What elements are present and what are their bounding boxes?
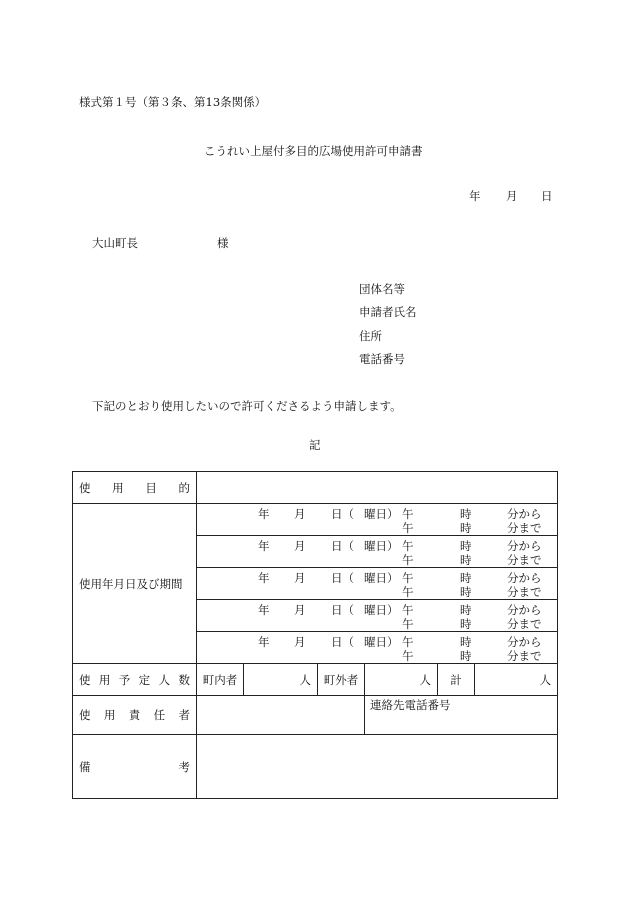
people-label-char: 予 bbox=[118, 672, 131, 687]
period-month: 月 bbox=[294, 603, 306, 617]
period-to: 分まで bbox=[507, 553, 542, 567]
in-town-count[interactable] bbox=[244, 664, 318, 696]
purpose-label-char: 目 bbox=[145, 480, 157, 495]
period-hour1: 時 bbox=[460, 635, 472, 649]
responsible-input[interactable] bbox=[197, 696, 365, 735]
period-year: 年 bbox=[258, 507, 270, 521]
period-month: 月 bbox=[294, 571, 306, 585]
period-to: 分まで bbox=[507, 649, 542, 663]
period-hour1: 時 bbox=[460, 603, 472, 617]
out-town-label: 町外者 bbox=[318, 664, 365, 696]
responsible-label-char: 用 bbox=[103, 708, 116, 722]
remarks-label-char: 備 bbox=[79, 759, 91, 774]
period-am2: 午 bbox=[402, 585, 414, 599]
total-unit: 人 bbox=[539, 672, 552, 687]
people-label-char: 定 bbox=[138, 672, 151, 687]
field-applicant-name: 申請者氏名 bbox=[359, 305, 417, 319]
remarks-label-cell bbox=[73, 735, 197, 799]
period-year: 年 bbox=[258, 571, 270, 585]
period-from: 分から bbox=[507, 635, 542, 649]
period-to: 分まで bbox=[507, 617, 542, 631]
in-town-label: 町内者 bbox=[197, 664, 244, 696]
period-month: 月 bbox=[294, 539, 306, 553]
responsible-label-char: 責 bbox=[128, 708, 141, 722]
period-to: 分まで bbox=[507, 521, 542, 535]
remarks-label-char: 考 bbox=[178, 759, 190, 774]
period-am1: 午 bbox=[402, 571, 414, 585]
period-am2: 午 bbox=[402, 617, 414, 631]
period-hour2: 時 bbox=[460, 553, 472, 567]
ki-mark: 記 bbox=[309, 438, 321, 452]
period-month: 月 bbox=[294, 635, 306, 649]
field-address: 住所 bbox=[359, 329, 382, 343]
purpose-label bbox=[79, 480, 190, 496]
period-from: 分から bbox=[507, 539, 542, 553]
period-day: 日（ bbox=[331, 539, 354, 553]
period-label: 使用年月日及び期間 bbox=[79, 576, 183, 591]
total-count[interactable] bbox=[475, 664, 558, 696]
people-label-char: 人 bbox=[158, 672, 171, 687]
period-month: 月 bbox=[294, 507, 306, 521]
period-am1: 午 bbox=[402, 539, 414, 553]
document-title: こうれい上屋付多目的広場使用許可申請書 bbox=[204, 144, 423, 158]
purpose-label-char: 使 bbox=[79, 480, 91, 495]
people-label-char: 数 bbox=[178, 672, 190, 687]
responsible-label bbox=[79, 707, 190, 723]
application-table bbox=[72, 471, 558, 799]
remarks-label bbox=[79, 759, 190, 775]
period-row[interactable] bbox=[197, 535, 557, 567]
period-label-cell bbox=[73, 504, 197, 664]
period-year: 年 bbox=[258, 539, 270, 553]
period-am2: 午 bbox=[402, 649, 414, 663]
responsible-label-char: 任 bbox=[153, 708, 166, 722]
contact-cell[interactable] bbox=[365, 696, 558, 735]
in-town-unit: 人 bbox=[299, 672, 311, 687]
total-label: 計 bbox=[438, 664, 475, 696]
period-row[interactable] bbox=[197, 567, 557, 599]
period-from: 分から bbox=[507, 603, 542, 617]
period-weekday: 曜日） bbox=[364, 635, 399, 649]
responsible-label-cell bbox=[73, 696, 197, 735]
period-am2: 午 bbox=[402, 553, 414, 567]
period-row[interactable] bbox=[197, 599, 557, 631]
responsible-label-char: 使 bbox=[79, 708, 91, 722]
period-row[interactable] bbox=[197, 631, 557, 663]
date-year: 年 bbox=[469, 189, 481, 203]
date-month: 月 bbox=[506, 189, 518, 203]
period-hour1: 時 bbox=[460, 571, 472, 585]
purpose-input[interactable] bbox=[197, 472, 558, 504]
people-label-char: 使 bbox=[79, 672, 91, 687]
people-label bbox=[79, 672, 190, 688]
addressee-name: 大山町長 bbox=[92, 236, 138, 250]
period-year: 年 bbox=[258, 635, 270, 649]
period-day: 日（ bbox=[331, 571, 354, 585]
period-weekday: 曜日） bbox=[364, 571, 399, 585]
out-town-unit: 人 bbox=[419, 672, 431, 687]
remarks-input[interactable] bbox=[197, 735, 558, 799]
period-day: 日（ bbox=[331, 507, 354, 521]
period-row[interactable] bbox=[197, 504, 557, 535]
period-hour2: 時 bbox=[460, 521, 472, 535]
field-phone: 電話番号 bbox=[359, 352, 405, 366]
period-weekday: 曜日） bbox=[364, 507, 399, 521]
people-label-char: 用 bbox=[98, 672, 111, 687]
period-day: 日（ bbox=[331, 603, 354, 617]
period-weekday: 曜日） bbox=[364, 603, 399, 617]
period-rows bbox=[197, 504, 557, 663]
period-am1: 午 bbox=[402, 635, 414, 649]
period-year: 年 bbox=[258, 603, 270, 617]
intro-text: 下記のとおり使用したいので許可くださるよう申請します。 bbox=[92, 399, 402, 413]
addressee-suffix: 様 bbox=[217, 236, 229, 250]
purpose-label-cell bbox=[73, 472, 197, 504]
period-hour2: 時 bbox=[460, 649, 472, 663]
period-hour1: 時 bbox=[460, 539, 472, 553]
period-hour2: 時 bbox=[460, 617, 472, 631]
period-weekday: 曜日） bbox=[364, 539, 399, 553]
field-organization: 団体名等 bbox=[359, 282, 405, 296]
date-day: 日 bbox=[541, 189, 553, 203]
purpose-label-char: 用 bbox=[112, 480, 124, 495]
period-am1: 午 bbox=[402, 603, 414, 617]
period-am1: 午 bbox=[402, 507, 414, 521]
period-hour1: 時 bbox=[460, 507, 472, 521]
period-cell[interactable] bbox=[197, 504, 558, 664]
period-am2: 午 bbox=[402, 521, 414, 535]
period-hour2: 時 bbox=[460, 585, 472, 599]
out-town-count[interactable] bbox=[365, 664, 438, 696]
people-label-cell bbox=[73, 664, 197, 696]
period-to: 分まで bbox=[507, 585, 542, 599]
contact-label: 連絡先電話番号 bbox=[370, 698, 451, 712]
period-from: 分から bbox=[507, 507, 542, 521]
purpose-label-char: 的 bbox=[178, 480, 190, 495]
period-day: 日（ bbox=[331, 635, 354, 649]
form-number: 様式第１号（第３条、第13条関係） bbox=[79, 95, 267, 109]
responsible-label-char: 者 bbox=[178, 708, 190, 722]
period-from: 分から bbox=[507, 571, 542, 585]
